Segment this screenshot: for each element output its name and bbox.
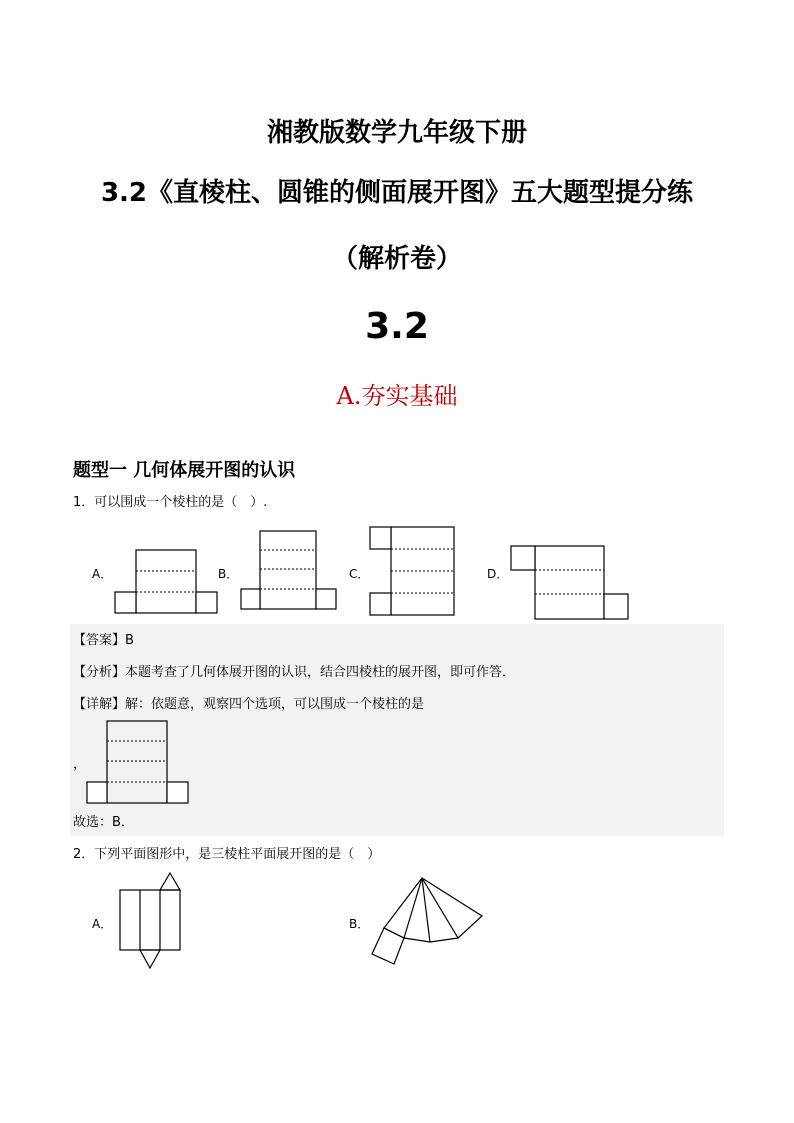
q2-option-a-label: A．: [92, 917, 113, 931]
q1-conclusion: 故选：B．: [73, 815, 134, 830]
document-title-line2: 3.2《直棱柱、圆锥的侧面展开图》五大题型提分练: [100, 178, 694, 208]
q1-detail-comma: ，: [73, 757, 87, 772]
section-number: 3.2: [365, 306, 429, 347]
q1-option-d-figure: [510, 545, 630, 621]
q1-answer: 【答案】B: [73, 633, 134, 648]
question-1-stem: 1．可以围成一个棱柱的是（ ）.: [73, 495, 268, 510]
q1-option-b-label: B．: [218, 567, 239, 581]
q1-option-b-figure: [240, 530, 338, 610]
q1-answer-figure: [86, 720, 189, 804]
q1-option-a-figure: [114, 549, 218, 614]
document-title-line1: 湘教版数学九年级下册: [266, 118, 527, 148]
q1-option-c-figure: [369, 526, 455, 616]
topic-heading: 题型一 几何体展开图的认识: [73, 460, 296, 481]
document-title-line3: （解析卷）: [331, 244, 462, 274]
q1-option-c-label: C．: [349, 567, 370, 581]
q2-option-b-figure: [370, 876, 484, 968]
q1-option-a-label: A．: [92, 567, 113, 581]
part-title: A.夯实基础: [336, 382, 458, 410]
question-2-stem: 2．下列平面图形中，是三棱柱平面展开图的是（ ）: [73, 847, 381, 862]
q1-detail: 【详解】解：依题意，观察四个选项，可以围成一个棱柱的是: [73, 697, 425, 712]
q1-option-d-label: D．: [487, 567, 509, 581]
q2-option-a-figure: [118, 872, 184, 970]
q1-analysis: 【分析】本题考查了几何体展开图的认识，结合四棱柱的展开图，即可作答．: [73, 665, 516, 680]
q2-option-b-label: B．: [349, 917, 370, 931]
